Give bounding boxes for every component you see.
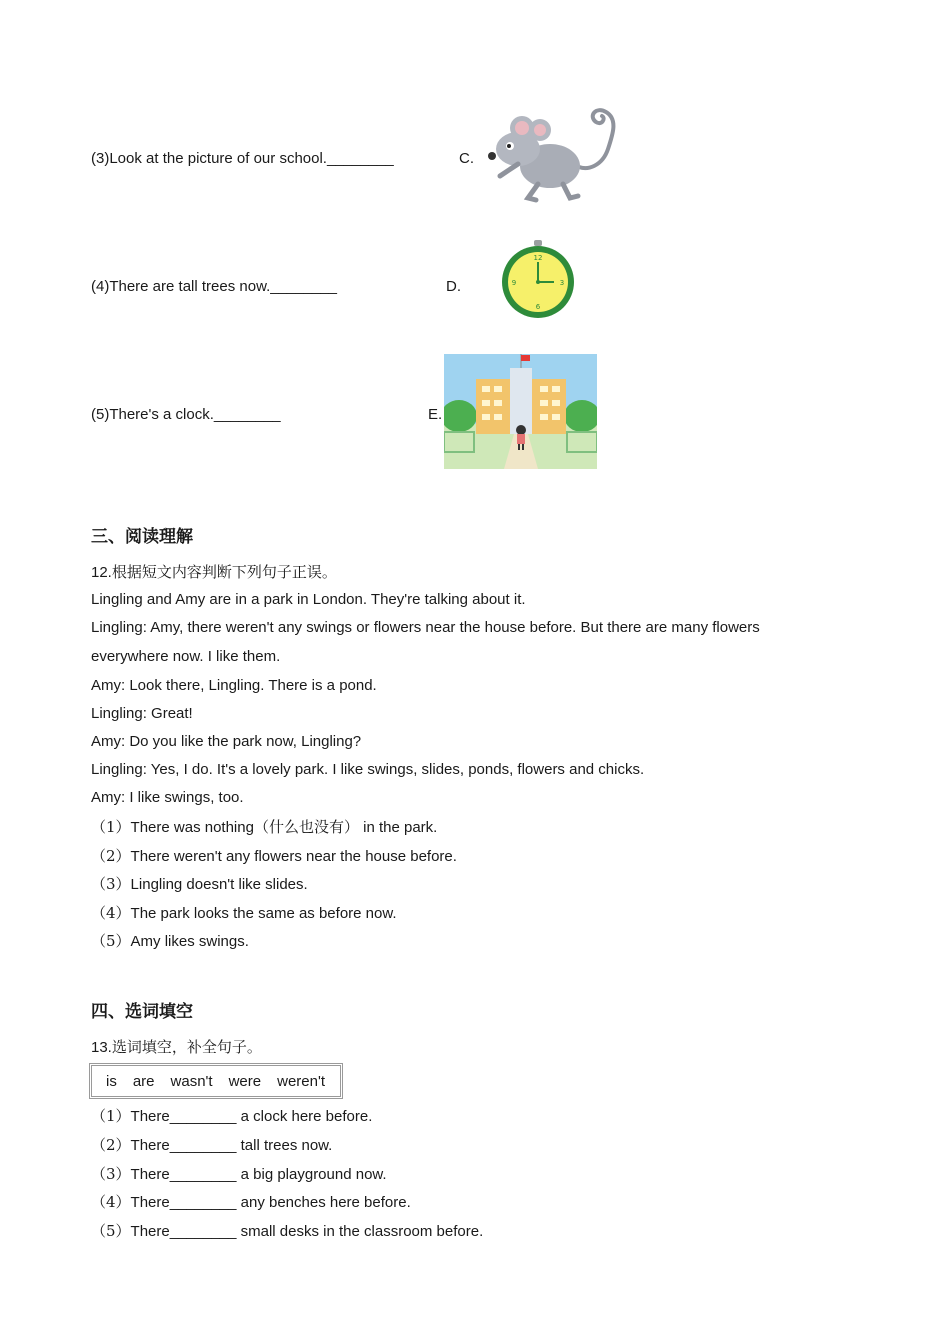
passage-line: Lingling: Amy, there weren't any swings or flowers near the house before. But there are many flowers (91, 619, 760, 636)
svg-text:9: 9 (511, 279, 517, 287)
matching-item-3: (3)Look at the picture of our school.________ (91, 150, 394, 167)
sentence-text: There________ a clock here before. (130, 1108, 373, 1125)
mouse-picture (478, 104, 626, 204)
sentence-text: There________ any benches here before. (130, 1194, 411, 1211)
passage-line: Amy: I like swings, too. (91, 789, 244, 806)
question-13-instruction-text: 选词填空，补全句子。 (111, 1038, 262, 1056)
statement-text: Lingling doesn't like slides. (130, 876, 308, 893)
passage-line: Lingling: Yes, I do. It's a lovely park. I like swings, slides, ponds, flowers and chicks. (91, 761, 645, 778)
school-picture (444, 354, 597, 469)
word-bank-box (89, 1063, 343, 1099)
statement-number: （4） (91, 904, 131, 922)
statement-number: （5） (91, 932, 131, 950)
statement-text: in the park. (358, 819, 438, 836)
statement-5 (91, 931, 249, 952)
question-12-number: 12. (91, 564, 112, 581)
svg-text:3: 3 (559, 279, 565, 287)
matching-option-e: E. (428, 406, 443, 423)
passage-line: everywhere now. I like them. (91, 648, 281, 665)
word-bank-word: weren't (277, 1072, 325, 1090)
statement-1 (91, 817, 437, 838)
statement-number: （3） (91, 875, 131, 893)
fill-sentence-2 (91, 1135, 332, 1156)
statement-text: There weren't any flowers near the house before. (130, 848, 457, 865)
section-3-heading: 三、阅读理解 (91, 527, 193, 547)
statement-3 (91, 874, 308, 895)
statement-text: The park looks the same as before now. (130, 905, 397, 922)
statement-text: There was nothing (130, 819, 254, 836)
sentence-number: （4） (91, 1193, 131, 1211)
statement-number: （2） (91, 847, 131, 865)
fill-sentence-4 (91, 1192, 411, 1213)
word-bank-word: were (228, 1072, 262, 1090)
statement-4 (91, 903, 397, 924)
fill-sentence-5 (91, 1221, 483, 1242)
question-12-instruction-text: 根据短文内容判断下列句子正误。 (111, 563, 337, 581)
question-13-number: 13. (91, 1039, 112, 1056)
word-bank-word: is (106, 1072, 117, 1090)
word-bank-word: wasn't (170, 1072, 213, 1090)
statement-text: Amy likes swings. (130, 933, 249, 950)
passage-line: Amy: Look there, Lingling. There is a pond. (91, 677, 377, 694)
matching-option-c: C. (459, 150, 474, 167)
sentence-number: （2） (91, 1136, 131, 1154)
sentence-number: （3） (91, 1165, 131, 1183)
clock-picture (498, 238, 578, 322)
matching-option-d: D. (446, 278, 461, 295)
fill-sentence-1 (91, 1106, 372, 1127)
passage-line: Lingling: Great! (91, 705, 193, 722)
statement-cn-gloss: （什么也没有） (253, 818, 359, 836)
svg-text:12: 12 (533, 254, 543, 262)
matching-item-4: (4)There are tall trees now.________ (91, 278, 337, 295)
matching-item-5: (5)There's a clock.________ (91, 406, 281, 423)
question-12-instruction (91, 562, 337, 583)
fill-sentence-3 (91, 1164, 387, 1185)
sentence-text: There________ tall trees now. (130, 1137, 333, 1154)
sentence-number: （5） (91, 1222, 131, 1240)
sentence-text: There________ a big playground now. (130, 1166, 387, 1183)
passage-line: Amy: Do you like the park now, Lingling? (91, 733, 362, 750)
passage-line: Lingling and Amy are in a park in London. They're talking about it. (91, 591, 526, 608)
svg-text:6: 6 (535, 303, 541, 311)
sentence-number: （1） (91, 1107, 131, 1125)
question-13-instruction (91, 1037, 262, 1058)
statement-number: （1） (91, 818, 131, 836)
word-bank-word: are (132, 1072, 155, 1090)
statement-2 (91, 846, 457, 867)
sentence-text: There________ small desks in the classroom before. (130, 1223, 484, 1240)
section-4-heading: 四、选词填空 (91, 1002, 193, 1022)
